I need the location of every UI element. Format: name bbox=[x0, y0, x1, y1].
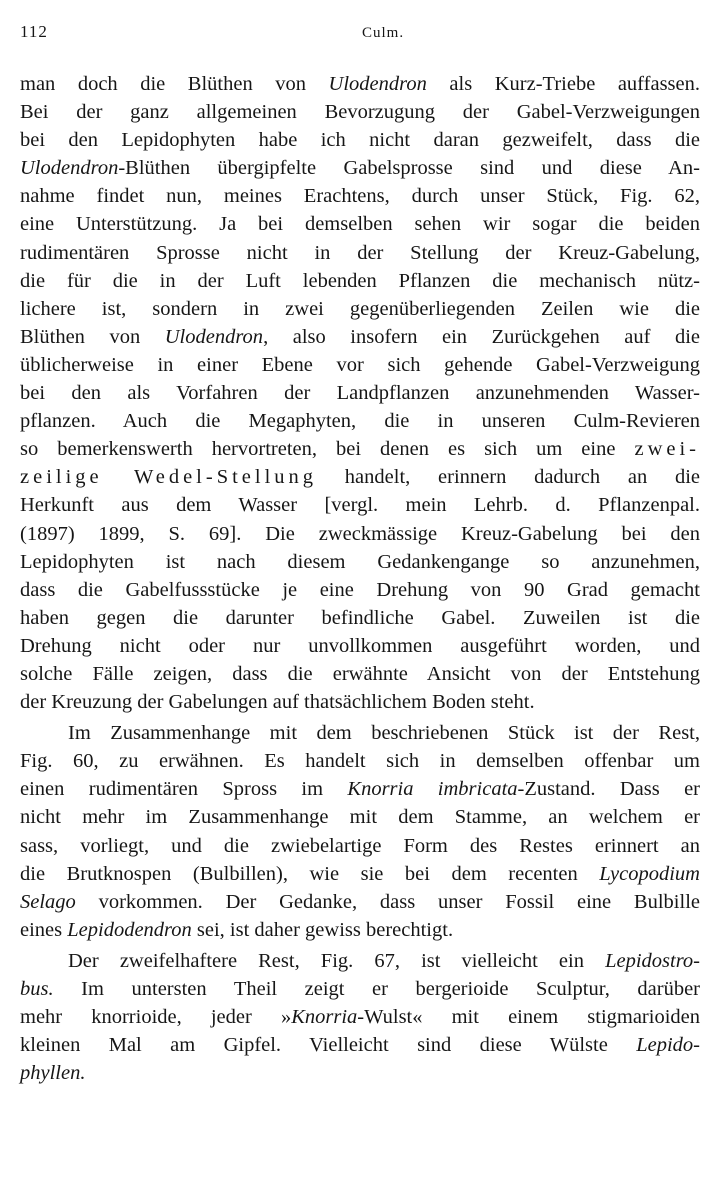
text-line bbox=[20, 860, 700, 888]
text-line bbox=[20, 632, 700, 660]
text-line bbox=[20, 154, 700, 182]
text-line bbox=[20, 98, 700, 126]
text-segment: vorkommen. Der Gedanke, dass unser Fossil eine Bulbille bbox=[75, 890, 700, 913]
text-segment: als Kurz-Triebe auffassen. bbox=[426, 73, 700, 95]
running-head: Culm. bbox=[362, 25, 405, 41]
text-segment: -Zustand. Dass er bbox=[517, 778, 700, 801]
text-segment: nahme findet nun, meines Erachtens, durch unser Stück, Fig. 62, bbox=[20, 185, 700, 208]
text-segment: mehr knorrioide, jeder » bbox=[20, 1006, 292, 1029]
text-segment: bei den Lepidophyten habe ich nicht daran gezweifelt, dass die bbox=[20, 129, 700, 152]
text-line bbox=[20, 688, 700, 716]
text-line bbox=[20, 491, 700, 519]
text-segment: sei, ist daher gewiss berechtigt. bbox=[191, 918, 454, 941]
text-segment: der Kreuzung der Gabelungen auf thatsächlichem Boden steht. bbox=[20, 691, 535, 714]
page-header bbox=[20, 22, 700, 46]
text-line bbox=[20, 70, 700, 98]
text-line bbox=[20, 747, 700, 775]
text-segment: Lepidophyten ist nach diesem Gedankengange so anzunehmen, bbox=[20, 550, 700, 573]
text-segment: eines bbox=[20, 918, 68, 941]
text-segment: kleinen Mal am Gipfel. Vielleicht sind diese Wülste bbox=[20, 1034, 637, 1057]
page-body bbox=[20, 70, 700, 1087]
italic-text: Lepido- bbox=[636, 1034, 700, 1057]
text-segment: Im Zusammenhange mit dem beschriebenen Stück ist der Rest, bbox=[68, 722, 700, 745]
text-segment: bei den als Vorfahren der Landpflanzen anzunehmenden Wasser- bbox=[20, 382, 700, 405]
italic-text: Lepidostro- bbox=[605, 949, 700, 972]
text-line bbox=[20, 832, 700, 860]
text-line bbox=[20, 407, 700, 435]
text-segment: die Brutknospen (Bulbillen), wie sie bei dem recenten bbox=[20, 862, 600, 885]
text-segment: (1897) 1899, S. 69]. Die zweckmässige Kreuz-Gabelung bei den bbox=[20, 522, 700, 545]
text-segment: Im untersten Theil zeigt er bergerioide Sculptur, darüber bbox=[53, 978, 700, 1000]
text-segment: die für die in der Luft lebenden Pflanzen die mechanisch nütz- bbox=[20, 269, 700, 292]
italic-text: Knorria bbox=[291, 1006, 358, 1029]
text-line bbox=[20, 239, 700, 267]
text-segment: so bemerkenswerth hervortreten, bei denen es sich um eine bbox=[20, 438, 635, 461]
text-segment: nicht mehr im Zusammenhange mit dem Stamme, an welchem er bbox=[20, 806, 700, 829]
italic-text: Ulodendron bbox=[164, 325, 264, 348]
page-number: 112 bbox=[20, 22, 48, 41]
italic-text: Ulodendron bbox=[20, 157, 119, 180]
text-line bbox=[20, 888, 700, 916]
italic-text: bus. bbox=[20, 978, 54, 1000]
text-segment: handelt, erinnern dadurch an die bbox=[317, 466, 701, 489]
text-segment: Drehung nicht oder nur unvollkommen ausgeführt worden, und bbox=[20, 634, 700, 657]
text-segment: Blüthen von bbox=[20, 325, 165, 348]
text-line bbox=[20, 1059, 700, 1087]
text-line bbox=[20, 660, 700, 688]
text-segment: eine Unterstützung. Ja bei demselben sehen wir sogar die beiden bbox=[20, 213, 700, 236]
italic-text: Lycopodium bbox=[599, 862, 700, 885]
text-line bbox=[20, 975, 700, 1003]
spaced-text: zwei- bbox=[634, 438, 700, 461]
text-line bbox=[20, 719, 700, 747]
paragraph bbox=[20, 947, 700, 1087]
italic-text: Knorria imbricata bbox=[347, 778, 518, 801]
text-line bbox=[20, 775, 700, 803]
text-segment: einen rudimentären Spross im bbox=[20, 778, 348, 801]
text-line bbox=[20, 267, 700, 295]
text-segment: man doch die Blüthen von bbox=[20, 73, 329, 95]
spaced-text: zeilige Wedel-Stellung bbox=[20, 466, 318, 489]
text-line bbox=[20, 520, 700, 548]
text-line bbox=[20, 379, 700, 407]
text-segment: Fig. 60, zu erwähnen. Es handelt sich in demselben offenbar um bbox=[20, 750, 700, 773]
text-line bbox=[20, 947, 700, 975]
text-segment: Herkunft aus dem Wasser [vergl. mein Lehrb. d. Pflanzenpal. bbox=[20, 494, 700, 517]
text-segment: üblicherweise in einer Ebene vor sich gehende Gabel-Verzweigung bbox=[20, 353, 700, 376]
italic-text: phyllen. bbox=[20, 1062, 86, 1085]
text-segment: -Blüthen übergipfelte Gabelsprosse sind und diese An- bbox=[118, 157, 700, 180]
text-segment: Der zweifelhaftere Rest, Fig. 67, ist vielleicht ein bbox=[68, 949, 606, 972]
text-line bbox=[20, 1031, 700, 1059]
text-line bbox=[20, 576, 700, 604]
text-segment: haben gegen die darunter befindliche Gabel. Zuweilen ist die bbox=[20, 606, 700, 629]
paragraph bbox=[20, 719, 700, 944]
text-segment: lichere ist, sondern in zwei gegenüberliegenden Zeilen wie die bbox=[20, 297, 700, 320]
italic-text: Ulodendron bbox=[328, 73, 427, 95]
text-line bbox=[20, 323, 700, 351]
text-line bbox=[20, 463, 700, 491]
text-segment: dass die Gabelfussstücke je eine Drehung von 90 Grad gemacht bbox=[20, 578, 700, 601]
text-line bbox=[20, 1003, 700, 1031]
text-line bbox=[20, 435, 700, 463]
text-line bbox=[20, 548, 700, 576]
text-line bbox=[20, 182, 700, 210]
text-line bbox=[20, 126, 700, 154]
text-segment: pflanzen. Auch die Megaphyten, die in unseren Culm-Revieren bbox=[20, 410, 700, 433]
text-line bbox=[20, 916, 700, 944]
text-line bbox=[20, 604, 700, 632]
text-segment: -Wulst« mit einem stigmarioiden bbox=[357, 1006, 700, 1029]
text-segment: rudimentären Sprosse nicht in der Stellung der Kreuz-Gabelung, bbox=[20, 241, 700, 264]
italic-text: Selago bbox=[20, 890, 76, 913]
text-line bbox=[20, 803, 700, 831]
text-segment: sass, vorliegt, und die zwiebelartige Form des Restes erinnert an bbox=[20, 834, 700, 857]
text-line bbox=[20, 210, 700, 238]
text-segment: solche Fälle zeigen, dass die erwähnte Ansicht von der Entstehung bbox=[20, 662, 700, 685]
text-line bbox=[20, 351, 700, 379]
paragraph bbox=[20, 70, 700, 716]
text-segment: , also insofern ein Zurückgehen auf die bbox=[263, 325, 700, 348]
text-line bbox=[20, 295, 700, 323]
text-segment: Bei der ganz allgemeinen Bevorzugung der Gabel-Verzweigungen bbox=[20, 101, 700, 124]
italic-text: Lepidodendron bbox=[67, 918, 192, 941]
